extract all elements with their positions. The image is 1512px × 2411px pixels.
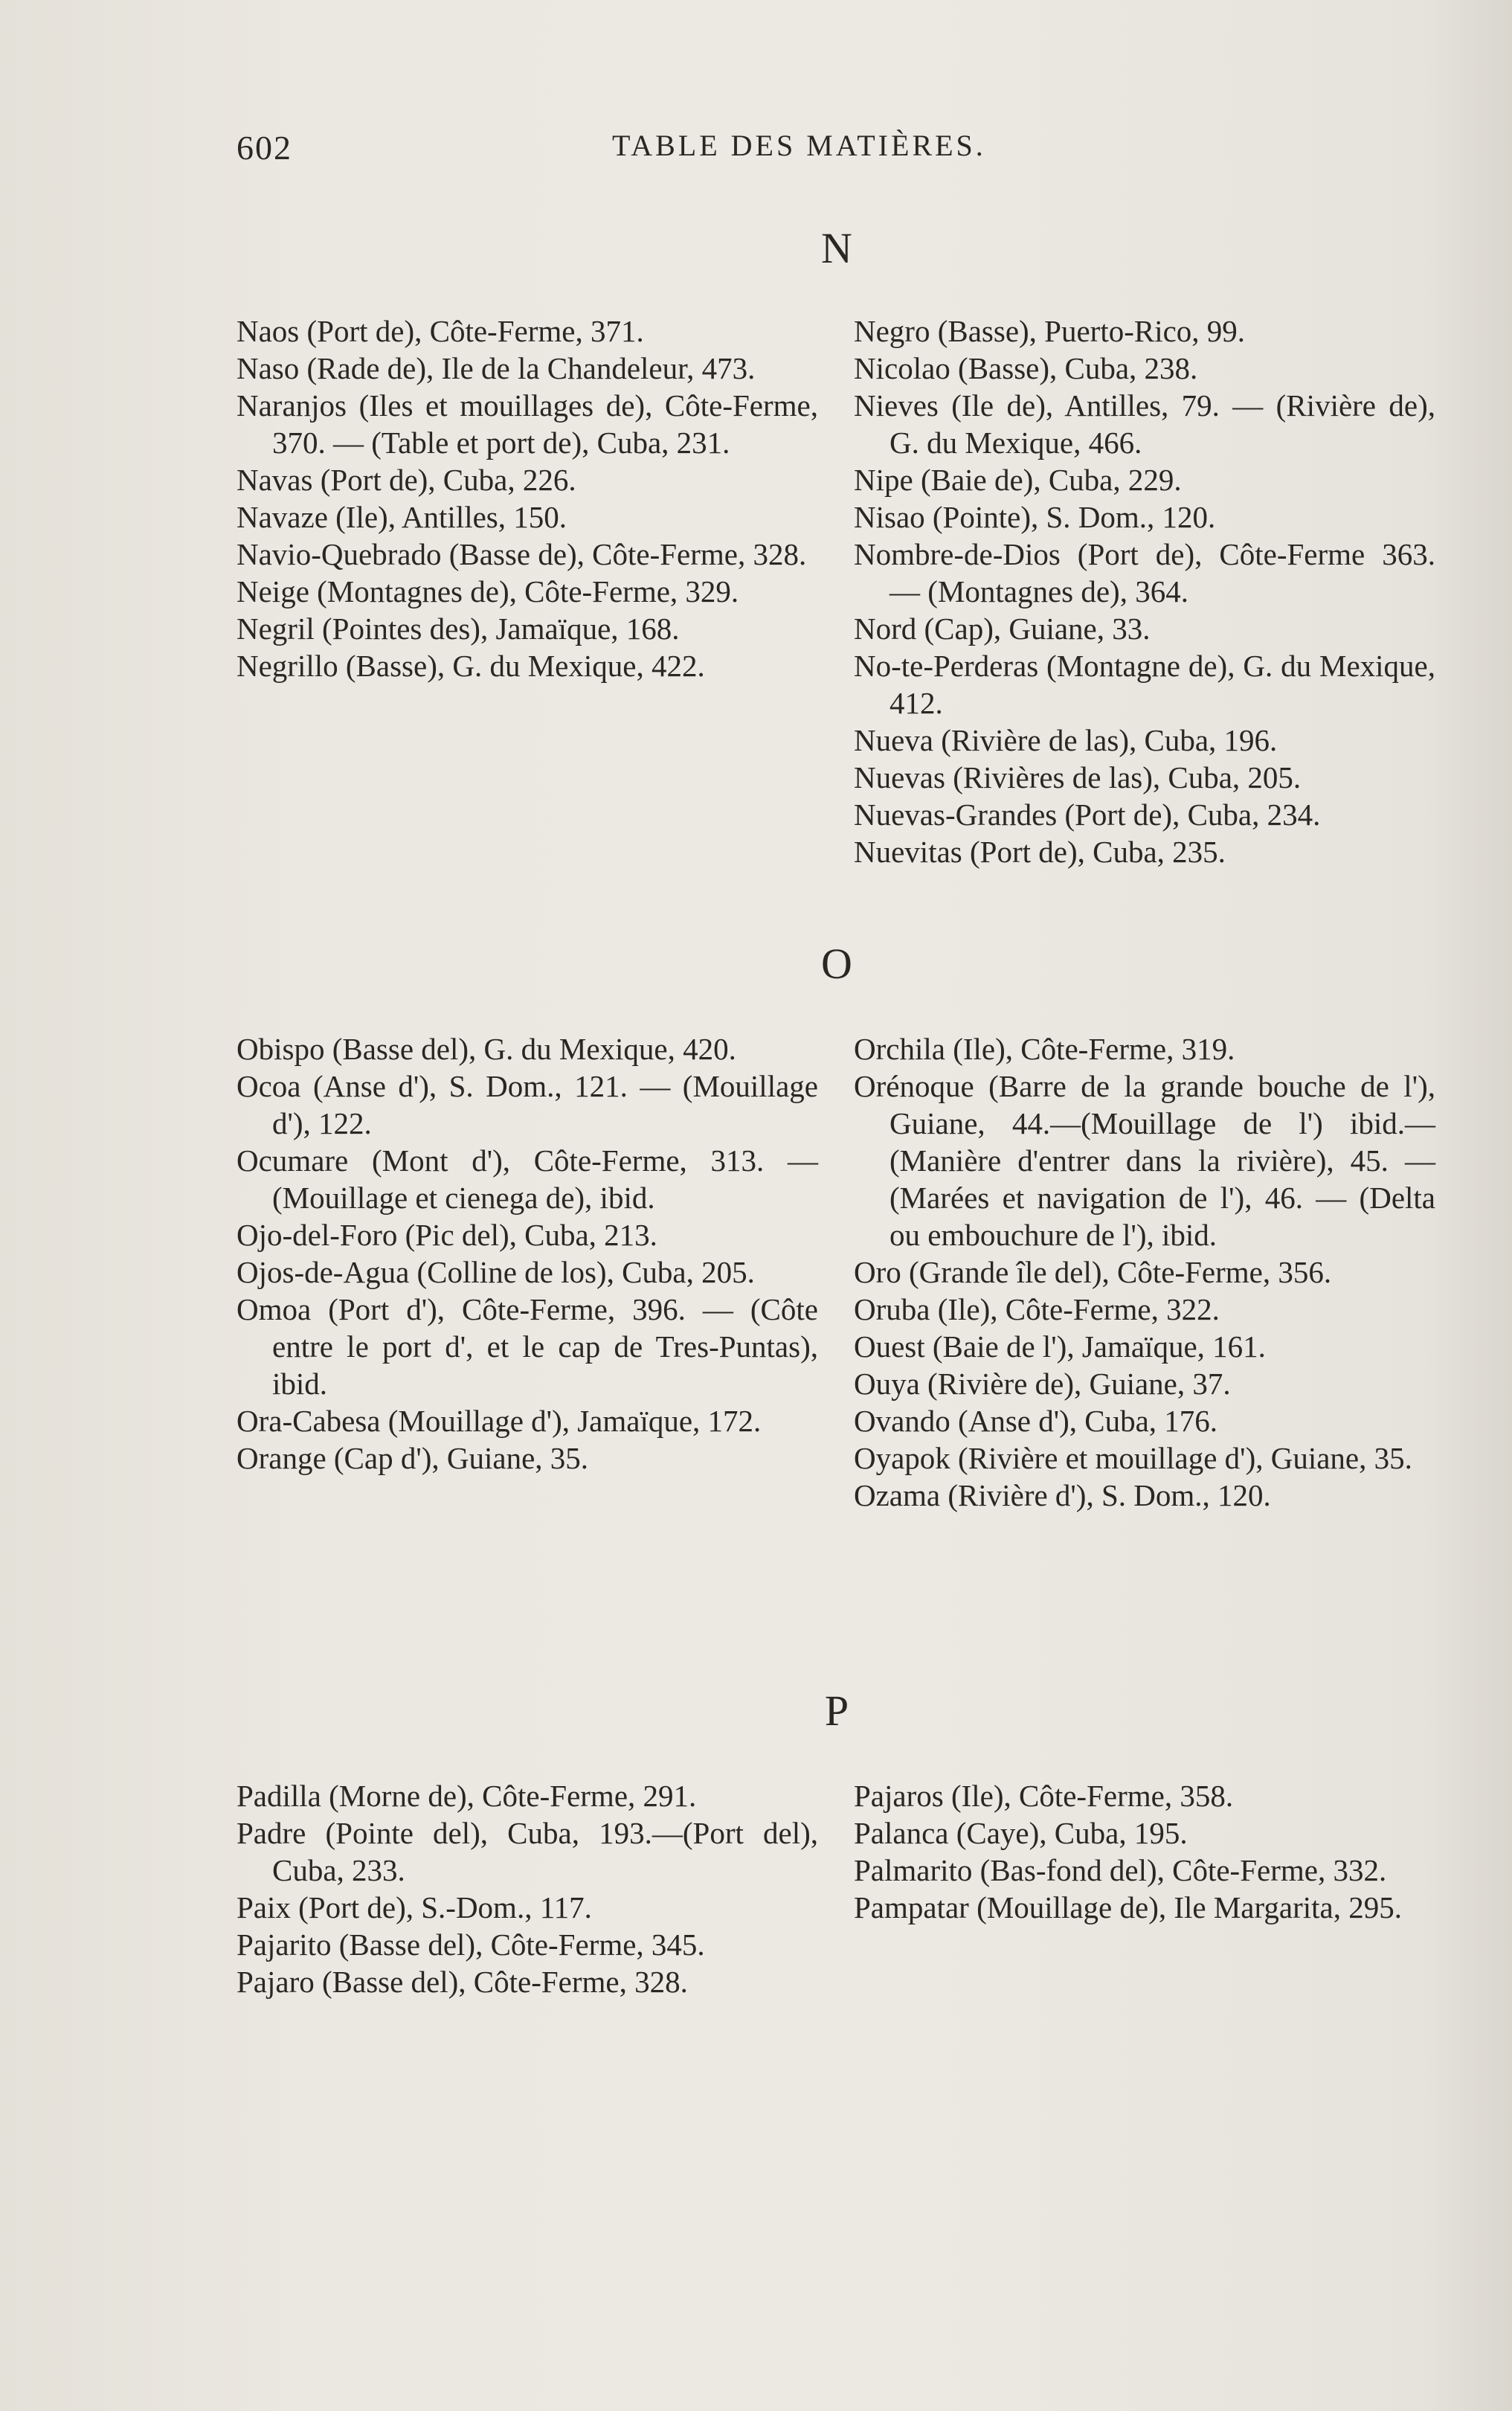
index-entry: Nuevas-Grandes (Port de), Cuba, 234. — [854, 797, 1321, 832]
index-entry: Nord (Cap), Guiane, 33. — [854, 611, 1151, 646]
index-entry: Nuevitas (Port de), Cuba, 235. — [854, 835, 1226, 869]
index-entry: Orchila (Ile), Côte-Ferme, 319. — [854, 1032, 1235, 1066]
index-column-right-o — [854, 1030, 1435, 1514]
index-entry: Naos (Port de), Côte-Ferme, 371. — [237, 314, 644, 348]
index-entry: Oro (Grande île del), Côte-Ferme, 356. — [854, 1255, 1332, 1289]
index-entry: Obispo (Basse del), G. du Mexique, 420. — [237, 1032, 736, 1066]
index-entry: Pampatar (Mouillage de), Ile Margarita, 295. — [854, 1890, 1402, 1924]
index-entry: Nueva (Rivière de las), Cuba, 196. — [854, 723, 1278, 757]
index-entry: Neige (Montagnes de), Côte-Ferme, 329. — [237, 574, 739, 609]
index-column-right-p — [854, 1777, 1435, 1926]
index-entry: Ora-Cabesa (Mouillage d'), Jamaïque, 172. — [237, 1404, 762, 1438]
index-entry: Nisao (Pointe), S. Dom., 120. — [854, 500, 1216, 534]
index-entry: Padilla (Morne de), Côte-Ferme, 291. — [237, 1779, 697, 1813]
index-entry: Oruba (Ile), Côte-Ferme, 322. — [854, 1292, 1220, 1326]
index-entry: Nipe (Baie de), Cuba, 229. — [854, 463, 1182, 497]
index-entry: Palanca (Caye), Cuba, 195. — [854, 1816, 1188, 1850]
index-entry: Paix (Port de), S.-Dom., 117. — [237, 1890, 592, 1924]
index-entry: Ovando (Anse d'), Cuba, 176. — [854, 1404, 1218, 1438]
index-entry: Pajarito (Basse del), Côte-Ferme, 345. — [237, 1927, 705, 1962]
index-entry: Negril (Pointes des), Jamaïque, 168. — [237, 611, 680, 646]
index-entry: Naso (Rade de), Ile de la Chandeleur, 473. — [237, 351, 756, 385]
index-entry: Naranjos (Iles et mouillages de), Côte-Ferme, 370. — (Table et port de), Cuba, 231. — [237, 388, 818, 460]
index-entry: Orange (Cap d'), Guiane, 35. — [237, 1441, 589, 1475]
index-entry: Navio-Quebrado (Basse de), Côte-Ferme, 328. — [237, 537, 807, 571]
index-entry: Ouya (Rivière de), Guiane, 37. — [854, 1367, 1231, 1401]
index-entry: Ocoa (Anse d'), S. Dom., 121. — (Mouillage d'), 122. — [237, 1069, 818, 1140]
running-head — [237, 128, 1062, 173]
index-entry: Ozama (Rivière d'), S. Dom., 120. — [854, 1478, 1271, 1512]
index-entry: Padre (Pointe del), Cuba, 193.—(Port del), Cuba, 233. — [237, 1816, 818, 1887]
index-entry: Nombre-de-Dios (Port de), Côte-Ferme 363. — (Montagnes de), 364. — [854, 537, 1435, 609]
running-title: TABLE DES MATIÈRES. — [612, 129, 986, 162]
section-letter-o: O — [821, 940, 852, 988]
index-entry: Pajaros (Ile), Côte-Ferme, 358. — [854, 1779, 1234, 1813]
index-entry: Nuevas (Rivières de las), Cuba, 205. — [854, 760, 1302, 794]
index-entry: Navas (Port de), Cuba, 226. — [237, 463, 576, 497]
index-entry: No-te-Perderas (Montagne de), G. du Mexique, 412. — [854, 649, 1435, 720]
index-entry: Ocumare (Mont d'), Côte-Ferme, 313. — (Mouillage et cienega de), ibid. — [237, 1143, 818, 1215]
index-entry: Navaze (Ile), Antilles, 150. — [237, 500, 567, 534]
index-column-left-n — [237, 312, 818, 684]
index-entry: Nieves (Ile de), Antilles, 79. — (Rivière de), G. du Mexique, 466. — [854, 388, 1435, 460]
section-letter-n: N — [821, 224, 852, 272]
index-column-right-n — [854, 312, 1435, 870]
index-entry: Negrillo (Basse), G. du Mexique, 422. — [237, 649, 705, 683]
index-entry: Nicolao (Basse), Cuba, 238. — [854, 351, 1198, 385]
index-entry: Oyapok (Rivière et mouillage d'), Guiane, 35. — [854, 1441, 1412, 1475]
index-entry: Orénoque (Barre de la grande bouche de l'), Guiane, 44.—(Mouillage de l') ibid.—(Manière d'entrer dans la rivière), 45. — (Marées et navigation de l'), 46. — (Delta ou embouchure de l'), ibid. — [854, 1069, 1435, 1252]
page-number: 602 — [237, 129, 292, 167]
index-entry: Ojos-de-Agua (Colline de los), Cuba, 205. — [237, 1255, 755, 1289]
index-entry: Negro (Basse), Puerto-Rico, 99. — [854, 314, 1246, 348]
section-letter-p: P — [824, 1686, 849, 1735]
index-entry: Pajaro (Basse del), Côte-Ferme, 328. — [237, 1965, 688, 1999]
index-entry: Omoa (Port d'), Côte-Ferme, 396. — (Côte entre le port d', et le cap de Tres-Puntas), ibid. — [237, 1292, 818, 1401]
index-column-left-p — [237, 1777, 818, 2000]
index-entry: Ouest (Baie de l'), Jamaïque, 161. — [854, 1329, 1266, 1364]
index-column-left-o — [237, 1030, 818, 1477]
index-entry: Ojo-del-Foro (Pic del), Cuba, 213. — [237, 1218, 657, 1252]
index-entry: Palmarito (Bas-fond del), Côte-Ferme, 332. — [854, 1853, 1387, 1887]
